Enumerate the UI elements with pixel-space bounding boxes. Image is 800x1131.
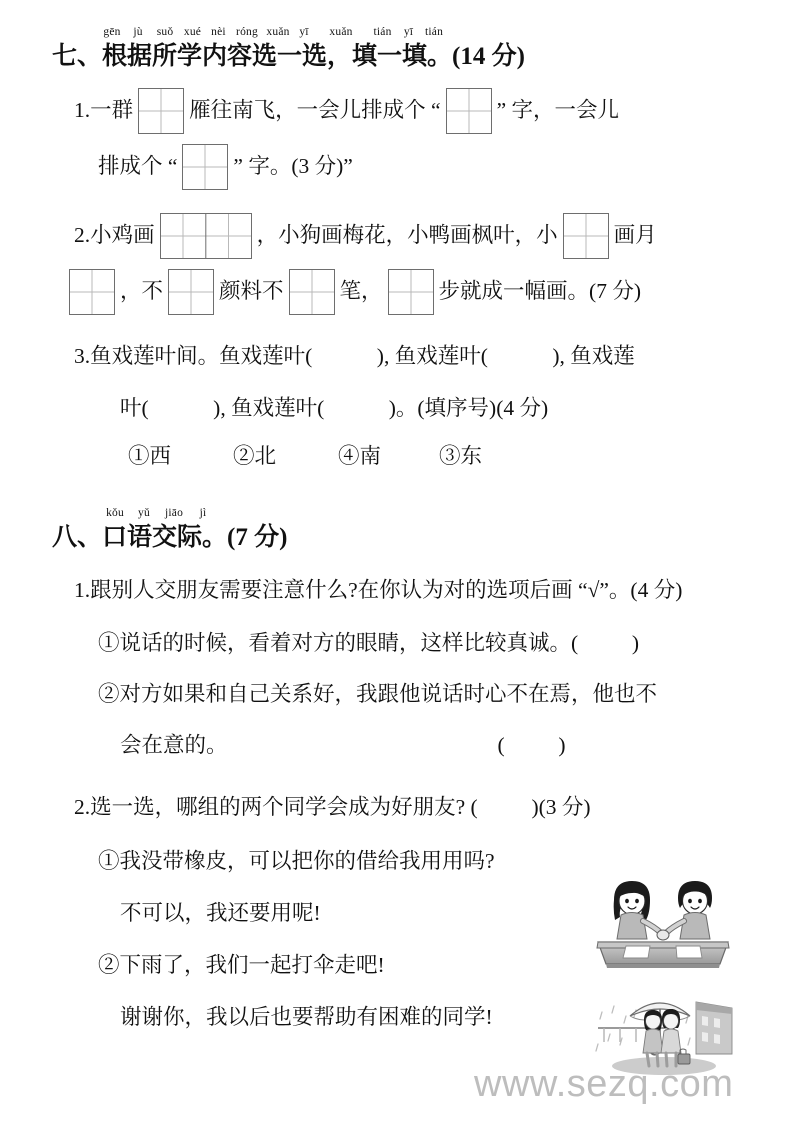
character-grid-box[interactable] [69,269,115,315]
section8-q2-prompt [52,780,758,836]
section8-q1-prompt [52,564,758,618]
section7-q3-options [52,435,758,479]
pinyin-syllable: yī [403,26,414,38]
pinyin-syllable: jù [133,26,143,38]
pinyin-syllable: jiāo [164,507,184,519]
section-7-points: (14 分) [452,43,525,70]
question-text: 小鸡画 [90,223,155,248]
site-watermark: www.sezq.com [474,1063,734,1105]
section-7-number: 七、 [52,43,103,70]
section7-q2-line1 [52,208,758,264]
pinyin-syllable: róng [236,26,258,38]
pinyin-syllable: jì [199,507,207,519]
question-text: 颜料不 [219,278,284,303]
section-7-title: 根据所学内容选一选，填一填。 [102,43,453,70]
question-text: ，不 [120,278,164,303]
section8-q1-option-2-line2 [52,720,758,772]
question-number: 2. [74,795,91,820]
question-text: 叶( ), 鱼戏莲叶( )。(填序号)(4 分) [120,396,549,421]
character-grid-box[interactable] [168,269,214,315]
section-7-pinyin [99,27,449,43]
question-text: 跟别人交朋友需要注意什么?在你认为对的选项后画 “√”。(4 分) [90,578,683,603]
question-text: 鱼戏莲叶间。鱼戏莲叶( ), 鱼戏莲叶( ), 鱼戏莲 [90,344,635,369]
question-number: 3. [74,344,91,369]
question-text: ，小狗画梅花，小鸭画枫叶，小 [256,223,558,248]
option-text: ①我没带橡皮，可以把你的借给我用用吗? [98,849,495,874]
question-text: 选一选，哪组的两个同学会成为好朋友? ( )(3 分) [90,795,591,820]
question-text: 排成个 “ [98,153,178,178]
question-text: 一群 [90,98,134,123]
option-text: ②下雨了，我们一起打伞走吧! [98,953,385,978]
option-item-2[interactable]: ②北 [233,444,277,469]
question-text: 雁往南飞，一会儿排成个 “ [189,98,441,123]
pinyin-syllable: kǒu [106,507,124,519]
option-item-1[interactable]: ①西 [128,444,172,469]
section7-q1-line2 [52,139,758,194]
pinyin-syllable: xuǎn [329,26,353,38]
section7-q1-line1 [52,83,758,139]
section7-q2-line2 [52,264,758,319]
section-8-heading [52,507,758,551]
option-item-4[interactable]: ③东 [439,444,483,469]
pinyin-syllable: tián [373,26,392,38]
pinyin-syllable: tián [424,26,444,38]
section7-q3-line2 [52,383,758,435]
section-8-title: 口语交际。 [102,524,228,551]
question-number: 1. [74,578,91,603]
question-text: ” 字，一会儿 [496,98,619,123]
option-item-3[interactable]: ④南 [338,444,382,469]
section-8-pinyin [100,508,216,524]
section7-q3-line1 [52,331,758,383]
question-text: 画月 [613,223,657,248]
character-grid-box[interactable] [388,269,434,315]
character-grid-box-double[interactable] [160,213,252,259]
section-7-heading [52,26,758,70]
option-text: 不可以，我还要用呢! [120,901,321,926]
option-text: 谢谢你，我以后也要帮助有困难的同学! [120,1005,493,1030]
question-number: 1. [74,98,91,123]
section-8-points: (7 分) [227,524,288,551]
section8-q1-option-2-line1[interactable] [52,670,758,720]
answer-blank[interactable]: ( ) [497,733,566,758]
pinyin-syllable: xué [183,26,202,38]
question-text: 步就成一幅画。(7 分) [438,278,641,303]
character-grid-box[interactable] [138,88,184,134]
pinyin-syllable: yī [299,26,309,38]
character-grid-box[interactable] [182,144,228,190]
pinyin-syllable: nèi [211,26,226,38]
character-grid-box[interactable] [563,213,609,259]
question-number: 2. [74,223,91,248]
character-grid-box[interactable] [289,269,335,315]
option-text: ①说话的时候，看着对方的眼睛，这样比较真诚。( ) [98,631,640,656]
illustration-two-students-at-desk [588,878,738,986]
option-text: ②对方如果和自己关系好，我跟他说话时心不在焉，他也不 [98,682,658,707]
question-text: ” 字。(3 分)” [233,153,353,178]
question-text: 笔， [339,278,383,303]
pinyin-syllable: yǔ [138,507,150,519]
option-text: 会在意的。 [120,733,228,758]
section8-q1-option-1[interactable] [52,618,758,670]
section-8-number: 八、 [52,524,103,551]
pinyin-syllable: xuǎn [266,26,290,38]
pinyin-syllable: suǒ [156,26,174,38]
pinyin-syllable: gēn [103,26,121,38]
character-grid-box[interactable] [446,88,492,134]
